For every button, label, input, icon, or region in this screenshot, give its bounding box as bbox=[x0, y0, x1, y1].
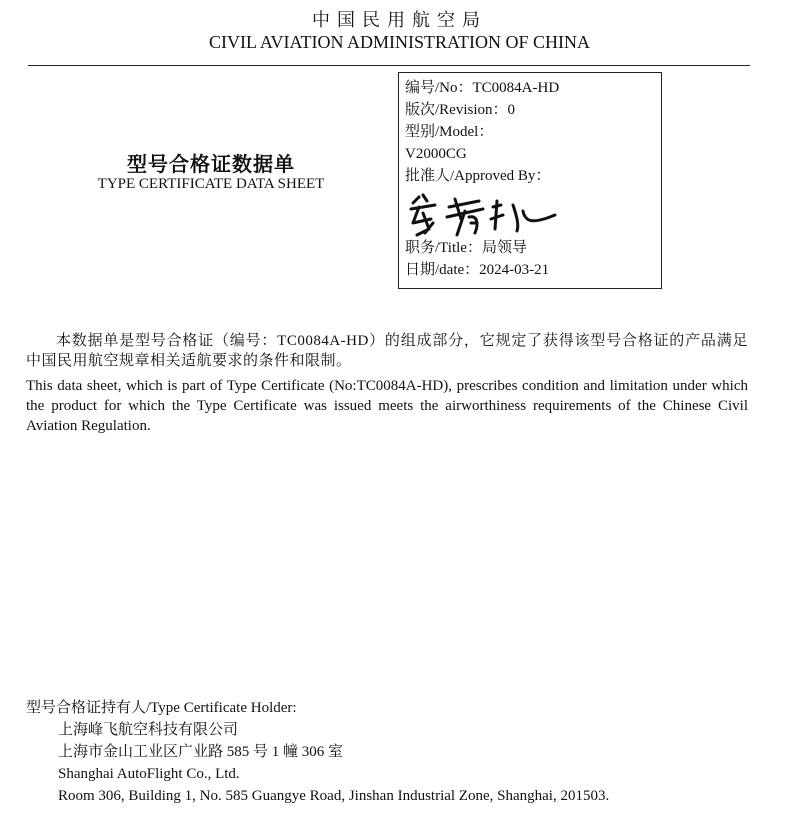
certificate-info-box bbox=[398, 72, 662, 289]
certificate-number: 编号/No：TC0084A-HD bbox=[405, 80, 560, 96]
holder-address-english: Room 306, Building 1, No. 585 Guangye Road, Jinshan Industrial Zone, Shanghai, 201503. bbox=[58, 788, 610, 804]
header-divider bbox=[28, 65, 750, 66]
statement-chinese: 本数据单是型号合格证（编号：TC0084A-HD）的组成部分，它规定了获得该型号合格证的产品满足中国民用航空规章相关适航要求的条件和限制。 bbox=[26, 333, 748, 369]
approval-date: 日期/date：2024-03-21 bbox=[405, 262, 550, 278]
holder-label: 型号合格证持有人/Type Certificate Holder: bbox=[26, 700, 297, 716]
model-value: V2000CG bbox=[405, 146, 467, 162]
statement-english: This data sheet, which is part of Type Certificate (No:TC0084A-HD), prescribes condition and limitation under which the product for which the Type Certificate was issued meets the airworthiness requirements of the Chinese Civil Aviation Regulation. bbox=[26, 378, 748, 434]
signature bbox=[405, 187, 655, 237]
agency-name-english: CIVIL AVIATION ADMINISTRATION OF CHINA bbox=[209, 32, 590, 52]
model-label: 型别/Model： bbox=[405, 124, 494, 140]
certificate-holder-section bbox=[26, 697, 609, 807]
holder-name-chinese: 上海峰飞航空科技有限公司 bbox=[58, 722, 239, 738]
agency-name-chinese: 中国民用航空局 bbox=[312, 10, 487, 30]
approved-by-label: 批准人/Approved By： bbox=[405, 168, 551, 184]
holder-address-chinese: 上海市金山工业区广业路 585 号 1 幢 306 室 bbox=[58, 744, 344, 760]
signature-icon bbox=[405, 189, 565, 237]
document-title-chinese: 型号合格证数据单 bbox=[127, 152, 295, 176]
revision-number: 版次/Revision：0 bbox=[405, 102, 516, 118]
approver-title: 职务/Title：局领导 bbox=[405, 240, 527, 256]
document-title-english: TYPE CERTIFICATE DATA SHEET bbox=[97, 176, 325, 192]
holder-name-english: Shanghai AutoFlight Co., Ltd. bbox=[58, 766, 240, 782]
